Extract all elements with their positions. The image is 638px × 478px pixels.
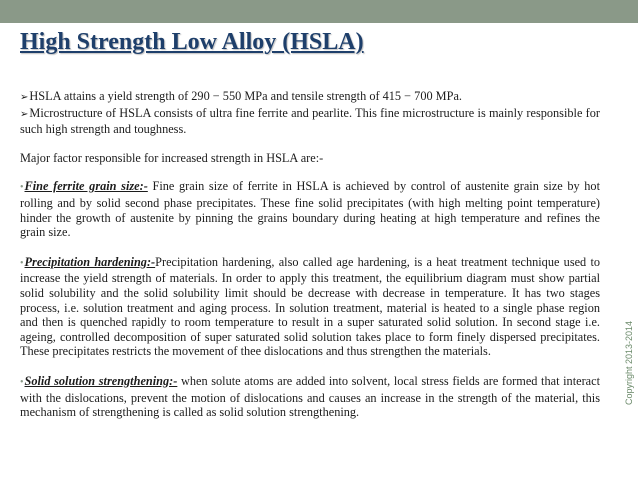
bullet-microstructure [20,106,600,137]
bullet-text: HSLA attains a yield strength of 290 − 550 MPa and tensile strength of 415 − 700 MPa. [29,89,462,103]
factor-precipitation-hardening [20,255,600,359]
factor-text: Precipitation hardening, also called age hardening, is a heat treatment technique used to increase the yield strength of materials. In order to apply this treatment, the equilibrium diagram must show partial solid solubility and the solid solubility limit should be decrease with decrease in temperature. It has two stages process, i.e. solution treatment and aging process. In solution treatment, material is heated to a single phase region and then is quenched rapidly to room temperature to result in a super saturated solid solution. In second stage i.e. ageing, controlled decomposition of super saturated solid solution takes place to form finely dispersed precipitates. These precipitates restricts the movement of thee dislocations and thus strengthen the materials. [20,254,601,359]
factor-text: when solute atoms are added into solvent, local stress fields are formed that interact with the dislocations, prevent the motion of dislocations and causes an increase in the strength of the material, this mechanism of strengthening is called as solid solution strengthening. [20,373,600,420]
factor-solid-solution [20,374,600,420]
header-band [0,0,638,23]
dot-bullet-icon: • [20,182,24,194]
arrow-bullet-icon: ➢ [20,108,29,120]
bullet-text: Microstructure of HSLA consists of ultra fine ferrite and pearlite. This fine microstructure is mainly responsible for such high strength and toughness. [20,105,600,137]
dot-bullet-icon: • [20,376,24,388]
dot-bullet-icon: • [20,257,24,269]
factor-term: Precipitation hardening:- [24,254,156,269]
factor-fine-ferrite [20,179,600,239]
copyright-notice: Copyright 2013-2014 [624,320,634,405]
factors-intro: Major factor responsible for increased strength in HSLA are:- [20,150,324,165]
slide-title: High Strength Low Alloy (HSLA) [20,29,364,55]
bullet-yield-strength [20,89,600,106]
slide-content [20,89,600,420]
factor-term: Solid solution strengthening:- [24,373,178,388]
factor-text: Fine grain size of ferrite in HSLA is achieved by control of austenite grain size by hot rolling and by solid second phase precipitates. These fine solid precipitates (with high melting point temperature) hinder the growth of austenite by pinning the grains boundary during heating at high temperature and refines the grain size. [20,179,600,240]
arrow-bullet-icon: ➢ [20,92,29,103]
factor-term: Fine ferrite grain size:- [24,179,148,194]
